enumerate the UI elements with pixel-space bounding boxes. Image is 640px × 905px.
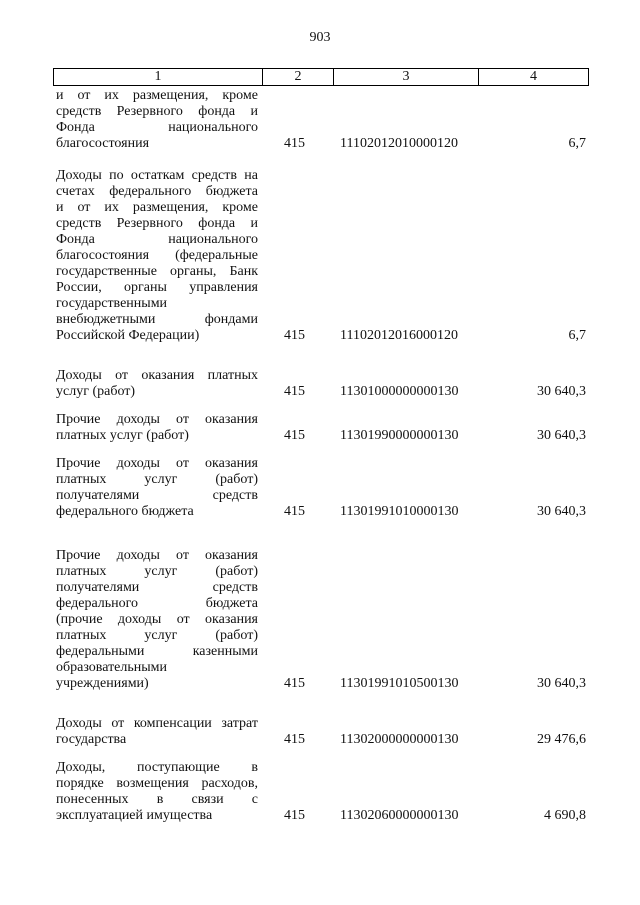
amount: 30 640,3 [537, 384, 586, 399]
description-line: благосостояния (федеральные [56, 248, 258, 263]
description-line: Доходы, поступающие в [56, 760, 258, 775]
description-line: государства [56, 732, 127, 747]
description-line: порядке возмещения расходов, [56, 776, 258, 791]
kbk-code: 11301991010500130 [340, 676, 459, 691]
description-line: Доходы от компенсации затрат [56, 716, 258, 731]
description-line: эксплуатацией имущества [56, 808, 213, 823]
kbk-code: 11301000000000130 [340, 384, 459, 399]
description-line: образовательными [56, 660, 168, 675]
description-line: получателями средств [56, 488, 258, 503]
kbk-code: 11302060000000130 [340, 808, 459, 823]
description-line: Прочие доходы от оказания [56, 412, 258, 427]
amount: 4 690,8 [544, 808, 586, 823]
description-line: государственные органы, Банк [56, 264, 258, 279]
admin-code: 415 [284, 504, 305, 519]
description-line: платных услуг (работ) [56, 428, 189, 443]
description-line: Российской Федерации) [56, 328, 200, 343]
header-col-3: 3 [333, 69, 478, 85]
description-line: платных услуг (работ) [56, 628, 258, 643]
amount: 6,7 [568, 136, 586, 151]
description-line: федерального бюджета [56, 596, 258, 611]
admin-code: 415 [284, 808, 305, 823]
description-line: Доходы по остаткам средств на [56, 168, 258, 183]
table-header [53, 68, 589, 86]
amount: 6,7 [568, 328, 586, 343]
description-line: России, органы управления [56, 280, 258, 295]
description-line: Прочие доходы от оказания [56, 456, 258, 471]
row-description [56, 412, 258, 444]
row-description [56, 88, 258, 152]
header-col-2: 2 [262, 69, 333, 85]
row-description [56, 716, 258, 748]
admin-code: 415 [284, 136, 305, 151]
description-line: (прочие доходы от оказания [56, 612, 258, 627]
description-line: внебюджетными фондами [56, 312, 258, 327]
admin-code: 415 [284, 428, 305, 443]
description-line: федеральными казенными [56, 644, 258, 659]
description-line: средств Резервного фонда и [56, 216, 258, 231]
description-line: получателями средств [56, 580, 258, 595]
description-line: платных услуг (работ) [56, 472, 258, 487]
header-col-4: 4 [478, 69, 588, 85]
admin-code: 415 [284, 732, 305, 747]
amount: 30 640,3 [537, 428, 586, 443]
description-line: платных услуг (работ) [56, 564, 258, 579]
kbk-code: 11301991010000130 [340, 504, 459, 519]
description-line: Фонда национального [56, 120, 258, 135]
description-line: и от их размещения, кроме [56, 200, 258, 215]
description-line: Доходы от оказания платных [56, 368, 258, 383]
description-line: государственными [56, 296, 168, 311]
description-line: счетах федерального бюджета [56, 184, 258, 199]
amount: 30 640,3 [537, 504, 586, 519]
description-line: средств Резервного фонда и [56, 104, 258, 119]
admin-code: 415 [284, 328, 305, 343]
description-line: услуг (работ) [56, 384, 136, 399]
kbk-code: 11102012016000120 [340, 328, 458, 343]
description-line: учреждениями) [56, 676, 149, 691]
row-description [56, 760, 258, 824]
header-col-1: 1 [154, 69, 162, 84]
kbk-code: 11102012010000120 [340, 136, 458, 151]
kbk-code: 11301990000000130 [340, 428, 459, 443]
kbk-code: 11302000000000130 [340, 732, 459, 747]
description-line: понесенных в связи с [56, 792, 258, 807]
row-description [56, 548, 258, 692]
admin-code: 415 [284, 676, 305, 691]
description-line: федерального бюджета [56, 504, 194, 519]
description-line: благосостояния [56, 136, 150, 151]
amount: 30 640,3 [537, 676, 586, 691]
row-description [56, 368, 258, 400]
description-line: Фонда национального [56, 232, 258, 247]
description-line: Прочие доходы от оказания [56, 548, 258, 563]
row-description [56, 168, 258, 344]
row-description [56, 456, 258, 520]
amount: 29 476,6 [537, 732, 586, 747]
description-line: и от их размещения, кроме [56, 88, 258, 103]
admin-code: 415 [284, 384, 305, 399]
page-number: 903 [309, 30, 331, 45]
